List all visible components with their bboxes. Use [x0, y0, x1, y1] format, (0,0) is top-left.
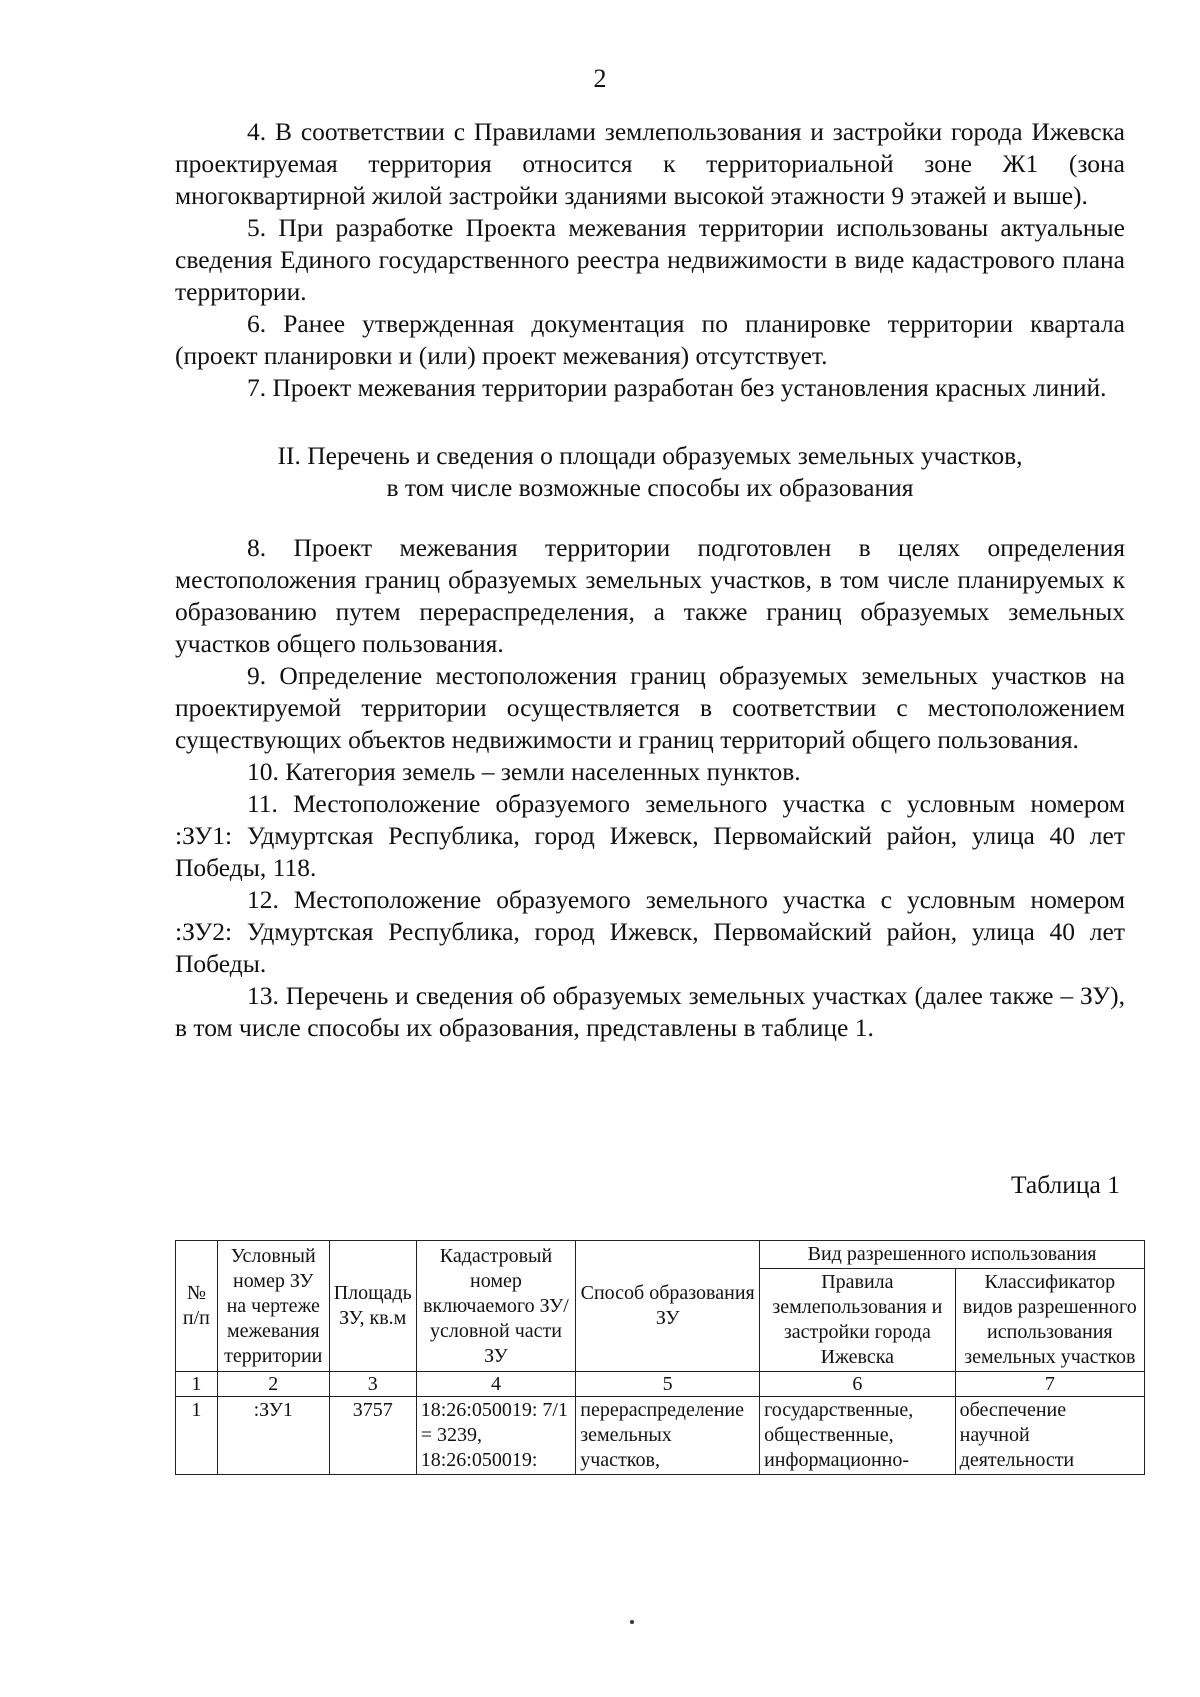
cell-cadastral-number: 18:26:050019: 7/1 = 3239, 18:26:050019:	[416, 1397, 576, 1475]
paragraph-11: 11. Местоположение образуемого земельного участка с условным номером :ЗУ1: Удмуртская Республика, город Ижевск, Первомайский район, улица 40 лет Победы, 118.	[175, 789, 1125, 882]
cell-number: 1	[176, 1397, 218, 1475]
paragraph-4: 4. В соответствии с Правилами землепользования и застройки города Ижевска проектируемая территория относится к территориальной зоне Ж1 (зона многоквартирной жилой застройки зданиями высокой этажности 9 этажей и выше).	[175, 117, 1125, 210]
paragraph-9: 9. Определение местоположения границ образуемых земельных участков на проектируемой территории осуществляется в соответствии с местоположением существующих объектов недвижимости и границ территорий общего пользования.	[175, 661, 1125, 754]
paragraph-7: 7. Проект межевания территории разработан без установления красных линий.	[247, 373, 1107, 402]
cell-classifier: обеспечение научной деятельности	[955, 1397, 1144, 1475]
header-number: № п/п	[176, 1241, 218, 1372]
table-row	[176, 1397, 1145, 1475]
header-formation-method: Способ образования ЗУ	[576, 1241, 760, 1372]
paragraph-8: 8. Проект межевания территории подготовлен в целях определения местоположения границ образуемых земельных участков, в том числе планируемых к образованию путем перераспределения, а также границ образуемых земельных участков общего пользования.	[175, 533, 1125, 658]
scan-speck	[630, 1620, 634, 1624]
header-area: Площадь ЗУ, кв.м	[329, 1241, 416, 1372]
column-number: 4	[416, 1372, 576, 1397]
page-number: 2	[593, 64, 607, 93]
column-number: 7	[955, 1372, 1144, 1397]
header-classifier: Классификатор видов разрешенного использования земельных участков	[955, 1269, 1144, 1372]
document-body	[175, 116, 1125, 1044]
column-number: 5	[576, 1372, 760, 1397]
table-header-row	[176, 1241, 1145, 1269]
paragraph-10: 10. Категория земель – земли населенных пунктов.	[247, 757, 801, 786]
section-heading-line2: в том числе возможные способы их образования	[386, 473, 914, 502]
column-number: 1	[176, 1372, 218, 1397]
column-number: 2	[217, 1372, 329, 1397]
paragraph-6: 6. Ранее утвержденная документация по планировке территории квартала (проект планировки и (или) проект межевания) отсутствует.	[175, 309, 1125, 370]
cell-formation-method: перераспределение земельных участков,	[576, 1397, 760, 1475]
section-heading-line1: II. Перечень и сведения о площади образуемых земельных участков,	[277, 441, 1023, 470]
header-permitted-use: Вид разрешенного использования	[760, 1241, 1145, 1269]
cell-conditional-number: :ЗУ1	[217, 1397, 329, 1475]
column-number: 3	[329, 1372, 416, 1397]
table-caption: Таблица 1	[1010, 1170, 1120, 1199]
column-number-row	[176, 1372, 1145, 1397]
section-heading	[175, 440, 1125, 504]
paragraph-12: 12. Местоположение образуемого земельного участка с условным номером :ЗУ2: Удмуртская Республика, город Ижевск, Первомайский район, улица 40 лет Победы.	[175, 885, 1125, 978]
cell-rules: государственные, общественные, информационно-	[760, 1397, 956, 1475]
paragraph-5: 5. При разработке Проекта межевания территории использованы актуальные сведения Единого государственного реестра недвижимости в виде кадастрового плана территории.	[175, 213, 1125, 306]
header-conditional-number: Условный номер ЗУ на чертеже межевания территории	[217, 1241, 329, 1372]
header-rules: Правила землепользования и застройки города Ижевска	[760, 1269, 956, 1372]
cell-area: 3757	[329, 1397, 416, 1475]
header-cadastral-number: Кадастровый номер включаемого ЗУ/условной части ЗУ	[416, 1241, 576, 1372]
land-plots-table	[175, 1240, 1145, 1475]
column-number: 6	[760, 1372, 956, 1397]
paragraph-13: 13. Перечень и сведения об образуемых земельных участках (далее также – ЗУ), в том числе способы их образования, представлены в таблице 1.	[175, 981, 1125, 1042]
